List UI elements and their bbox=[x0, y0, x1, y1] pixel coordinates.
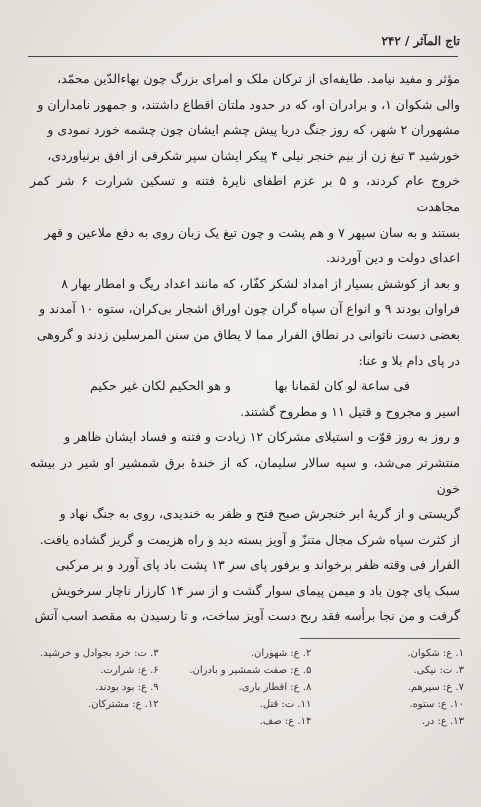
text-line: گرفت و من نجا برأسه فقد ربح دست آویز ساخت، و تا رسیدن به مقصد اسب آتش bbox=[34, 608, 460, 624]
footnote: ۱۱. ت: قتل. bbox=[259, 699, 312, 710]
footnote: ۳. ت: نیکی. bbox=[413, 665, 464, 676]
text-line: والی شکوان ۱، و برادران او، که در حدود ملتان اقطاع داشتند، و جمهور نامداران و bbox=[37, 96, 460, 112]
footnote: ۱۲. ع: مشترکان. bbox=[87, 699, 159, 710]
text-line: در پای دام بلا و عنا: bbox=[358, 352, 460, 368]
text-line: سبک پای چون باد و میمن پیمای سوار گشت و از سر ۱۴ کارزار ناچار سرخویش bbox=[51, 582, 460, 598]
text-line: از کثرت سپاه شرک مجال متنزّ و آویز بسته دید و راه هزیمت و گریز گشاده یافت. bbox=[39, 531, 460, 547]
footnote: ۶. ع: شرارت. bbox=[100, 665, 159, 676]
text-line: مشهوران ۲ شهر، که روز جنگ دریا پیش چشم ایشان چون چشمه خورد نمودی و bbox=[47, 122, 460, 138]
text-line: منتشرتر می‌شد، و سپه سالار سلیمان، که از خندهٔ برق شمشیر او شیر در بیشه خون bbox=[30, 454, 460, 496]
text-line: و بعد از کوشش بسیار از امداد لشکر کفّار، که مانند اعداد ریگ و امطار بهار ۸ bbox=[61, 275, 460, 291]
footnote: ۸. ع: اقطار باری. bbox=[238, 682, 312, 693]
text-line: اعدای دولت و دین آوردند. bbox=[325, 250, 460, 266]
footnote: ۱. ع: شکوان. bbox=[407, 648, 464, 659]
text-line: مؤثر و مفید نیامد. طایفه‌ای از ترکان ملک و امرای بزرگ چون بهاءالدّین محمّد، bbox=[57, 71, 460, 86]
footnote: ۳. ت: خرد بجوادل و خرشید. bbox=[40, 648, 159, 659]
footnote: ۹. ع: بود بودند. bbox=[95, 682, 159, 693]
main-text bbox=[30, 66, 460, 629]
text-line: بستند و به سان سپهر ۷ و هم پشت و چون تیغ یک زبان روی به دفع ملاعین و قهر bbox=[44, 224, 460, 240]
footnote: ۱۴. ع: صف. bbox=[259, 716, 312, 727]
text-line: اسیر و مجروح و قتیل ۱۱ و مطروح گشتند. bbox=[240, 403, 460, 419]
text-line: خروج عام کردند، و ۵ بر عزم اطفای نایرهٔ فتنه و تسکین شرارت ۶ شر کمر مجاهدت bbox=[30, 173, 461, 214]
text-line: گریستی و از گریهٔ ابر خنجرش صبح فتح و ظفر به خندیدی، روی به جنگ نهاد و bbox=[59, 506, 460, 522]
verse-couplet bbox=[30, 373, 460, 399]
text-line: فراوان بودند ۹ و انواع آن سپاه گران چون اوراق اشجار بی‌کران، ستوه ۱۰ آمدند و bbox=[39, 301, 460, 317]
footnote: ۵. ع: صفت شمشیر و بادران. bbox=[189, 665, 312, 676]
header-rule bbox=[28, 56, 458, 57]
text-line: و روز به روز قوّت و استیلای مشرکان ۱۲ زیادت و فتنه و فساد ایشان ظاهر و bbox=[64, 429, 460, 445]
text-line: خورشید ۳ تیغ زن از بیم خنجر نیلی ۴ پیکر ایشان سپر شکرفی از افق برنیاوردی، bbox=[47, 147, 460, 163]
footnotes bbox=[18, 648, 464, 727]
text-line: بعضی دست ناتوانی در نطاق الفرار مما لا یطاق من سنن المرسلین زدند و گروهی bbox=[36, 326, 460, 342]
footnote: ۱۳. ع: در. bbox=[421, 716, 464, 727]
footnote: ۱۰. ع: ستوه. bbox=[409, 699, 464, 710]
verse-hemistich-right: فی ساعة لو کان لقمانا بها bbox=[274, 378, 410, 394]
text-line: الفرار فی وقته ظفر برخواند و برفور پای سر ۱۳ پشت باد پای آورد و بر مرکبی bbox=[55, 557, 460, 573]
verse-hemistich-left: و هو الحکیم لکان غیر حکیم bbox=[90, 378, 231, 394]
footnote: ۷. ع: سپرهم. bbox=[407, 682, 464, 693]
running-header: تاج المآثر / ۲۴۲ bbox=[381, 34, 460, 48]
footnote-rule bbox=[300, 638, 460, 639]
footnote: ۲. ع: شهوران. bbox=[250, 648, 312, 659]
